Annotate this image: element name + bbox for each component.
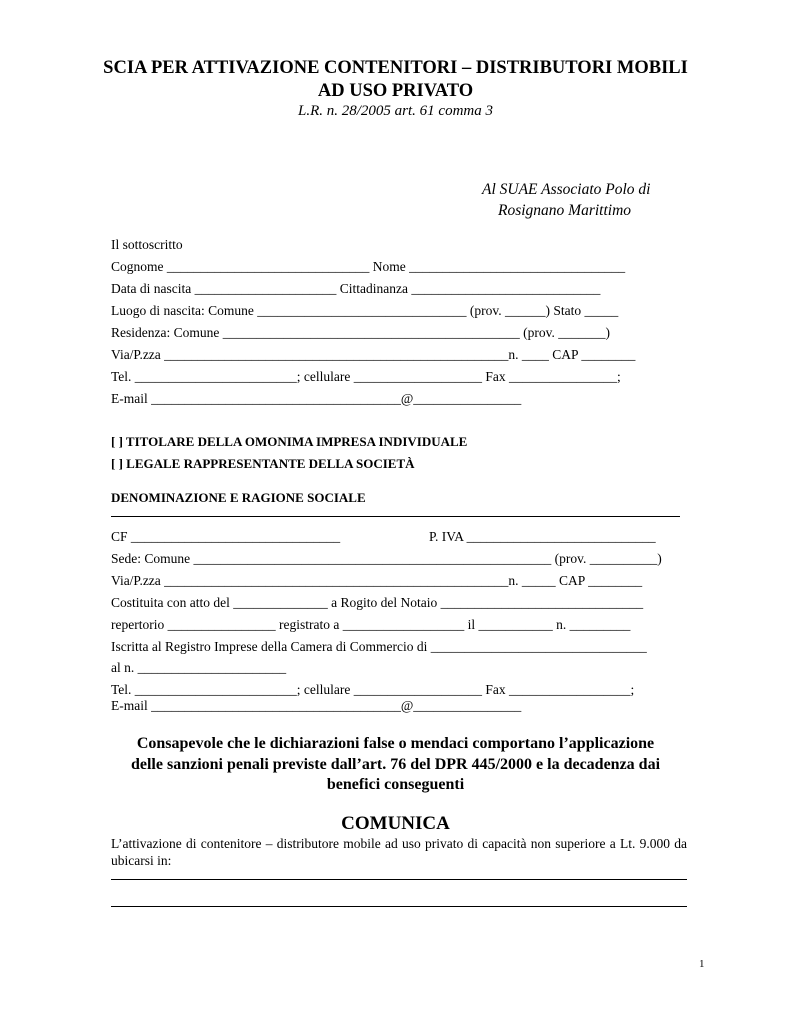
applicant-email-field[interactable]: E-mail _____________________________________@________________ xyxy=(111,391,522,406)
company-seat-field[interactable]: Sede: Comune _____________________________________________________ (prov. __________) xyxy=(111,551,662,566)
company-phone-field[interactable]: Tel. ________________________; cellulare ___________________ Fax __________________; xyxy=(111,682,635,697)
declaration-line-2: delle sanzioni penali previste dall’art. 76 del DPR 445/2000 e la decadenza dai xyxy=(130,756,661,773)
recipient-line-2: Rosignano Marittimo xyxy=(498,202,632,219)
company-name-line[interactable] xyxy=(111,516,680,517)
company-vat-field[interactable]: P. IVA ____________________________ xyxy=(429,529,656,544)
recipient-line-1: Al SUAE Associato Polo di xyxy=(482,181,651,198)
company-address-field[interactable]: Via/P.zza ___________________________________________________n. _____ CAP ________ xyxy=(111,573,643,588)
law-reference: L.R. n. 28/2005 art. 61 comma 3 xyxy=(298,103,493,119)
company-email-field[interactable]: E-mail _____________________________________@________________ xyxy=(111,698,522,713)
company-chamber-field[interactable]: Iscritta al Registro Imprese della Camera di Commercio di ________________________________ xyxy=(111,639,647,654)
company-deed-field[interactable]: Costituita con atto del ______________ a Rogito del Notaio ______________________________ xyxy=(111,595,644,610)
applicant-birth-field[interactable]: Data di nascita _____________________ Cittadinanza ____________________________ xyxy=(111,281,601,296)
applicant-birthplace-field[interactable]: Luogo di nascita: Comune _______________________________ (prov. ______) Stato _____ xyxy=(111,303,619,318)
comunica-text: L’attivazione di contenitore – distributore mobile ad uso privato di capacità non superiore a Lt. 9.000 da ubicarsi in: xyxy=(111,836,687,868)
company-registry-field[interactable]: repertorio ________________ registrato a __________________ il ___________ n. _________ xyxy=(111,617,631,632)
page-number: 1 xyxy=(699,958,705,970)
title-line-2: AD USO PRIVATO xyxy=(317,81,474,101)
company-number-field[interactable]: al n. ______________________ xyxy=(111,660,287,675)
company-heading: DENOMINAZIONE E RAGIONE SOCIALE xyxy=(111,490,366,505)
applicant-phone-field[interactable]: Tel. ________________________; cellulare ___________________ Fax ________________; xyxy=(111,369,621,384)
option-legal-representative[interactable]: [ ] LEGALE RAPPRESENTANTE DELLA SOCIETÀ xyxy=(111,456,415,471)
declaration-line-1: Consapevole che le dichiarazioni false o mendaci comportano l’applicazione xyxy=(136,735,655,752)
title-line-1: SCIA PER ATTIVAZIONE CONTENITORI – DISTRIBUTORI MOBILI xyxy=(103,58,688,78)
applicant-address-field[interactable]: Via/P.zza ___________________________________________________n. ____ CAP ________ xyxy=(111,347,636,362)
option-individual-owner[interactable]: [ ] TITOLARE DELLA OMONIMA IMPRESA INDIVIDUALE xyxy=(111,434,468,449)
comunica-heading: COMUNICA xyxy=(341,813,450,834)
location-line-1[interactable] xyxy=(111,879,687,880)
applicant-residence-field[interactable]: Residenza: Comune ____________________________________________ (prov. _______) xyxy=(111,325,610,340)
applicant-intro: Il sottoscritto xyxy=(111,237,183,252)
applicant-name-field[interactable]: Cognome ______________________________ Nome ________________________________ xyxy=(111,259,626,274)
declaration-line-3: benefici conseguenti xyxy=(326,776,465,793)
location-line-2[interactable] xyxy=(111,906,687,907)
company-cf-field[interactable]: CF _______________________________ xyxy=(111,529,341,544)
